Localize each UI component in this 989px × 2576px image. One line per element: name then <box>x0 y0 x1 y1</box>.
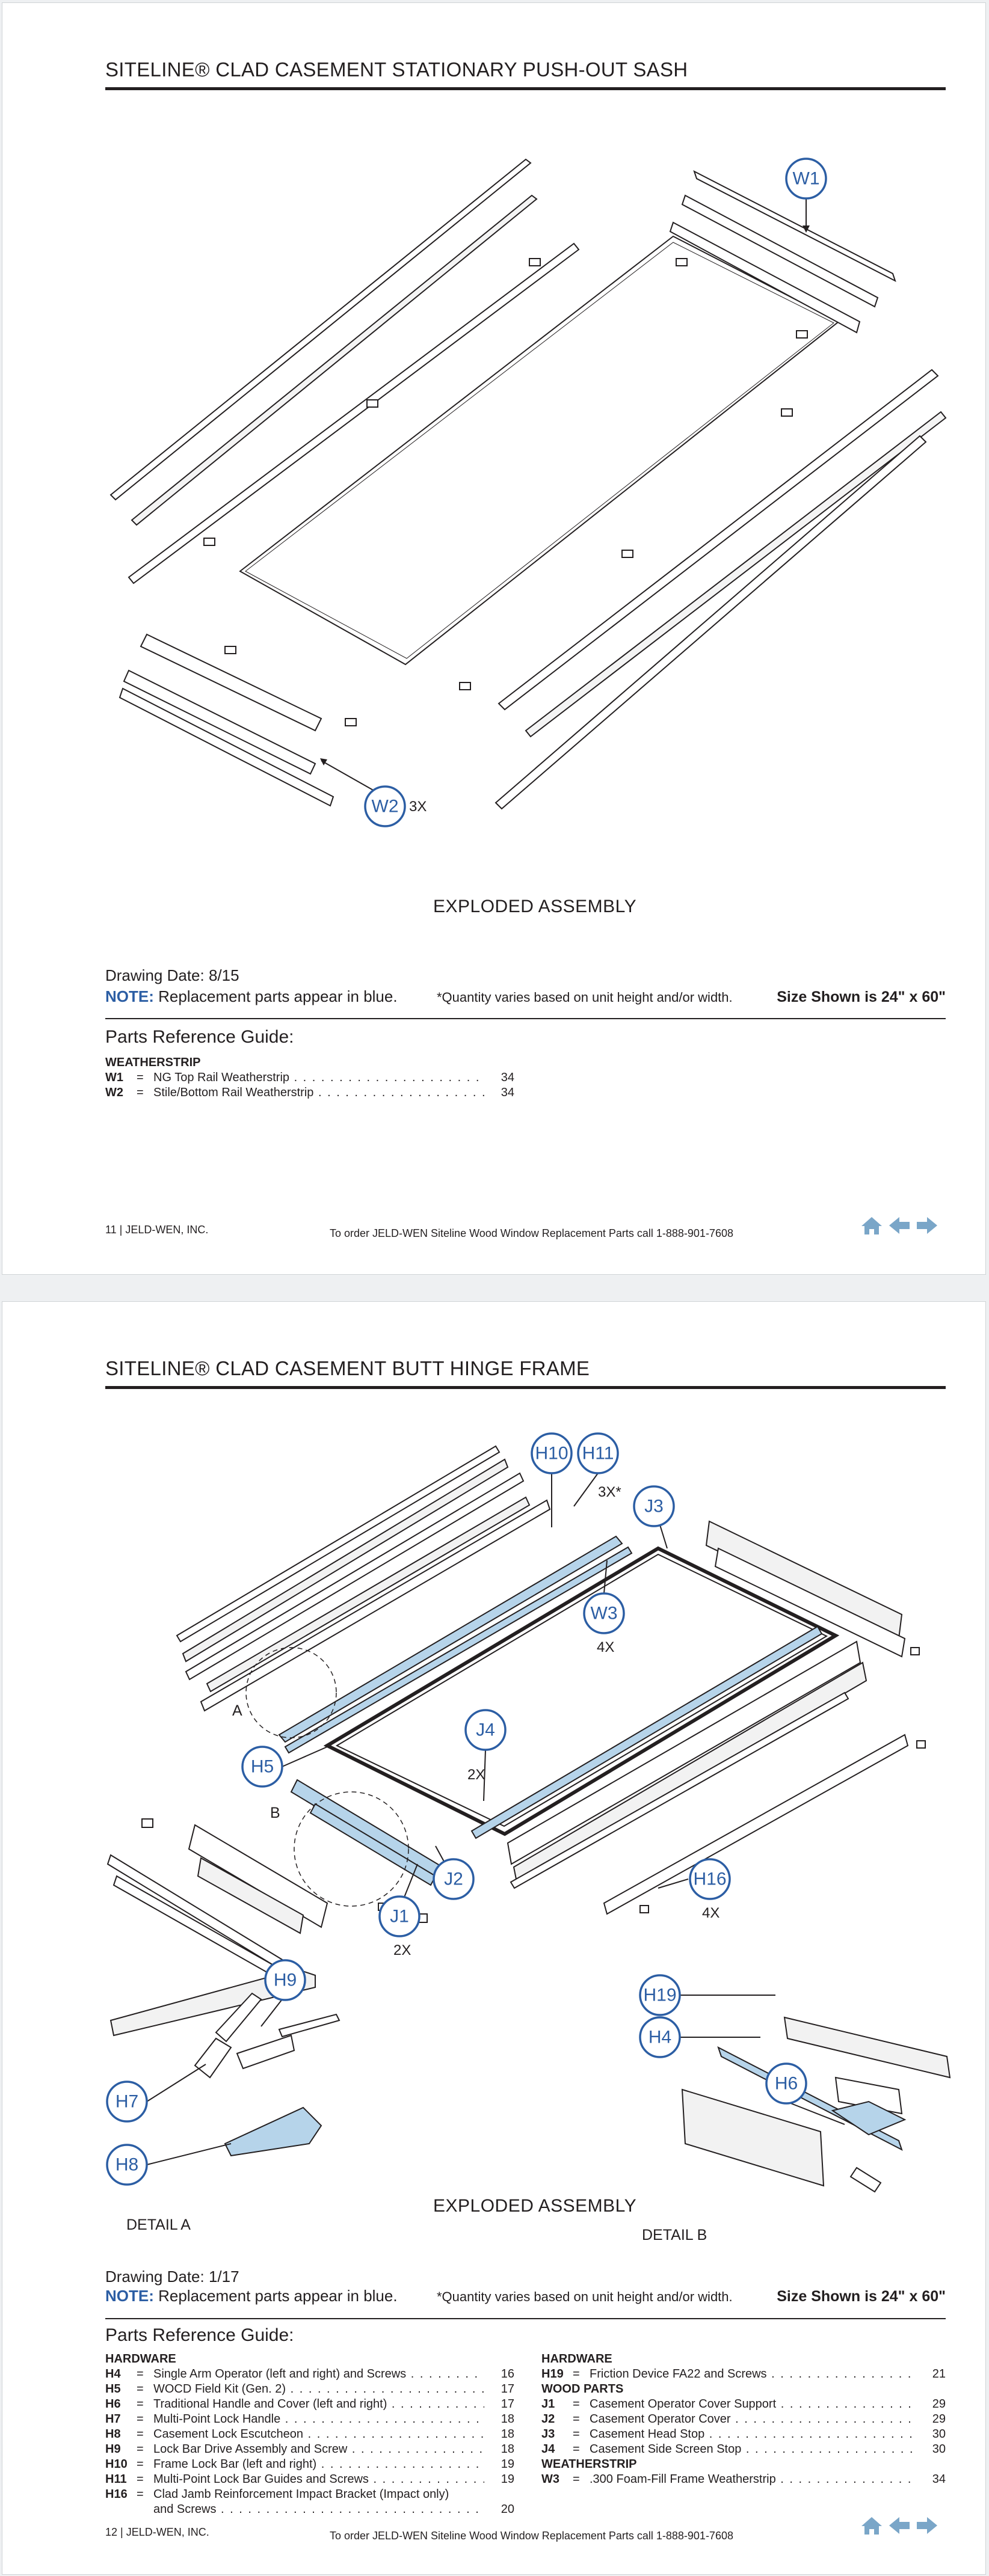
callout-h11-qty: 3X* <box>598 1484 621 1500</box>
category-heading: WOOD PARTS <box>541 2382 624 2396</box>
part-eq: = <box>573 2397 580 2411</box>
drawing-date: Drawing Date: 1/17 <box>105 2268 239 2286</box>
part-eq: = <box>137 2382 144 2396</box>
parts-list <box>105 1055 514 1100</box>
part-eq: = <box>137 2488 144 2501</box>
part-row <box>105 2427 514 2442</box>
part-code: H19 <box>541 2367 564 2381</box>
page-navigation <box>860 1215 938 1236</box>
part-name: Multi-Point Lock Bar Guides and Screws . . . <box>153 2472 484 2487</box>
part-row <box>541 2397 946 2412</box>
part-eq: = <box>137 2443 144 2456</box>
callout-h7-label: H7 <box>115 2091 139 2112</box>
callout-w2-qty: 3X <box>409 799 427 815</box>
size-shown: Size Shown is 24" x 60" <box>777 2288 946 2305</box>
size-shown: Size Shown is 24" x 60" <box>777 989 946 1005</box>
part-page: 19 <box>501 2473 514 2486</box>
callout-h16-label: H16 <box>693 1869 727 1889</box>
callout-h4-label: H4 <box>648 2027 672 2047</box>
part-name-continued: and Screws . . . <box>153 2502 484 2517</box>
part-name: Traditional Handle and Cover (left and right) . . . <box>153 2397 484 2412</box>
part-name: Casement Lock Escutcheon . . . <box>153 2427 484 2442</box>
category-heading: WEATHERSTRIP <box>541 2458 637 2471</box>
section-rule <box>105 1018 946 1019</box>
detail-a-label: DETAIL A <box>126 2216 191 2233</box>
page-title: SITELINE® CLAD CASEMENT STATIONARY PUSH-OUT SASH <box>105 58 688 81</box>
home-icon <box>861 2516 883 2535</box>
part-name: WOCD Field Kit (Gen. 2) . . . <box>153 2382 484 2397</box>
part-row <box>105 2457 514 2472</box>
arrow-right-icon <box>916 1216 938 1235</box>
part-name: Friction Device FA22 and Screws . . . <box>590 2367 916 2382</box>
part-name: .300 Foam-Fill Frame Weatherstrip . . . <box>590 2472 916 2487</box>
part-code: H5 <box>105 2382 121 2396</box>
page-12 <box>2 1301 986 2575</box>
bottom-rail <box>120 688 333 806</box>
part-row <box>105 2472 514 2487</box>
part-eq: = <box>137 2412 144 2426</box>
category-heading: HARDWARE <box>541 2352 612 2366</box>
part-eq: = <box>137 2367 144 2381</box>
part-page: 29 <box>932 2412 946 2426</box>
part-code: J3 <box>541 2427 555 2441</box>
part-page: 34 <box>501 1086 514 1099</box>
parts-list-left <box>105 2352 514 2517</box>
part-page: 34 <box>932 2473 946 2486</box>
part-row <box>541 2367 946 2382</box>
part-eq: = <box>137 1086 144 1099</box>
part-eq: = <box>573 2443 580 2456</box>
callout-j4-label: J4 <box>476 1720 495 1740</box>
part-row <box>105 2382 514 2397</box>
callout-h10-label: H10 <box>535 1443 568 1464</box>
part-code: H7 <box>105 2412 121 2426</box>
footer-order-info: To order JELD-WEN Siteline Wood Window Replacement Parts call 1-888-901-7608 <box>330 1227 733 1239</box>
callout-w3-label: W3 <box>590 1603 618 1624</box>
parts-reference-title: Parts Reference Guide: <box>105 1027 294 1047</box>
escutcheon-blue <box>225 2108 321 2156</box>
part-row <box>541 2427 946 2442</box>
detail-a-marker: A <box>232 1702 242 1719</box>
part-name: Single Arm Operator (left and right) and Screws . . . <box>153 2367 484 2382</box>
next-page-button[interactable] <box>916 1215 938 1236</box>
callout-h8-label: H8 <box>115 2154 139 2175</box>
previous-page-button[interactable] <box>888 1215 911 1236</box>
quantity-note: *Quantity varies based on unit height and/or width. <box>437 990 733 1005</box>
part-name: NG Top Rail Weatherstrip . . . <box>153 1070 484 1085</box>
part-row <box>541 2472 946 2487</box>
part-eq: = <box>573 2412 580 2426</box>
callout-w3-qty: 4X <box>597 1639 615 1655</box>
bottom-rail-weatherstrip <box>124 670 315 774</box>
part-eq: = <box>573 2367 580 2381</box>
part-eq: = <box>137 2473 144 2486</box>
callout-h6-label: H6 <box>774 2073 798 2094</box>
exploded-assembly-label: EXPLODED ASSEMBLY <box>433 2196 637 2216</box>
note-line <box>105 987 398 1006</box>
part-row <box>105 2442 514 2457</box>
part-name: Frame Lock Bar (left and right) . . . <box>153 2457 484 2472</box>
part-eq: = <box>137 2458 144 2471</box>
glass-panel <box>240 236 839 664</box>
part-row <box>541 2442 946 2457</box>
part-row <box>105 1070 514 1085</box>
part-code: J1 <box>541 2397 555 2411</box>
part-name: Clad Jamb Reinforcement Impact Bracket (Impact only) <box>153 2488 449 2501</box>
exploded-assembly-label: EXPLODED ASSEMBLY <box>433 897 637 916</box>
part-page: 19 <box>501 2458 514 2471</box>
part-eq: = <box>137 2397 144 2411</box>
callout-j1-label: J1 <box>390 1906 409 1927</box>
parts-list-right <box>541 2352 946 2487</box>
part-page: 34 <box>501 1071 514 1084</box>
part-page: 18 <box>501 2427 514 2441</box>
part-code: H6 <box>105 2397 121 2411</box>
detail-b-label: DETAIL B <box>642 2227 707 2240</box>
part-name: Casement Operator Cover . . . <box>590 2412 916 2427</box>
exploded-assembly-drawing <box>2 3 987 881</box>
callout-j2-label: J2 <box>444 1869 463 1889</box>
part-name: Lock Bar Drive Assembly and Screw . . . <box>153 2442 484 2457</box>
callout-h11-label: H11 <box>582 1443 614 1464</box>
part-eq: = <box>573 2427 580 2441</box>
footer-order-info: To order JELD-WEN Siteline Wood Window Replacement Parts call 1-888-901-7608 <box>330 2530 733 2542</box>
part-page: 18 <box>501 2412 514 2426</box>
part-page: 29 <box>932 2397 946 2411</box>
callout-w2-label: W2 <box>371 796 399 817</box>
home-icon <box>861 1216 883 1235</box>
part-eq: = <box>137 2427 144 2441</box>
callout-j3-label: J3 <box>644 1496 664 1516</box>
part-name: Casement Head Stop . . . <box>590 2427 916 2442</box>
part-code: W3 <box>541 2473 559 2486</box>
part-code: W1 <box>105 1071 123 1084</box>
category-heading: HARDWARE <box>105 2352 176 2366</box>
parts-reference-title: Parts Reference Guide: <box>105 2325 294 2345</box>
page-11 <box>2 2 986 1275</box>
part-row <box>105 2487 514 2502</box>
note-text: Replacement parts appear in blue. <box>153 2287 398 2305</box>
part-code: H8 <box>105 2427 121 2441</box>
callout-h16-qty: 4X <box>702 1905 720 1921</box>
part-code: J4 <box>541 2443 555 2456</box>
arrow-right-icon <box>916 2516 938 2535</box>
note-line <box>105 2287 398 2305</box>
part-code: H4 <box>105 2367 121 2381</box>
part-code: H10 <box>105 2458 128 2471</box>
callout-j4-qty: 2X <box>467 1767 485 1783</box>
category-heading: WEATHERSTRIP <box>105 1056 201 1069</box>
note-label: NOTE: <box>105 2287 154 2305</box>
footer-page-number: 11 | JELD-WEN, INC. <box>105 1224 209 1236</box>
part-page: 21 <box>932 2367 946 2381</box>
part-eq: = <box>573 2473 580 2486</box>
part-code: H9 <box>105 2443 121 2456</box>
exploded-assembly-drawing <box>2 1302 987 2240</box>
arrow-left-icon <box>889 1216 910 1235</box>
footer-page-number: 12 | JELD-WEN, INC. <box>105 2526 209 2538</box>
callout-h19-label: H19 <box>643 1985 677 2005</box>
detail-b-marker: B <box>270 1805 280 1821</box>
previous-page-button[interactable] <box>888 2515 911 2536</box>
part-row <box>105 2397 514 2412</box>
note-label: NOTE: <box>105 987 154 1005</box>
callout-w1-label: W1 <box>792 168 820 189</box>
part-code: W2 <box>105 1086 123 1099</box>
part-row <box>105 2412 514 2427</box>
part-page: 30 <box>932 2443 946 2456</box>
section-rule <box>105 2318 946 2319</box>
part-page: 16 <box>501 2367 514 2381</box>
callout-h9-label: H9 <box>273 1970 297 1990</box>
note-text: Replacement parts appear in blue. <box>153 987 398 1005</box>
part-page: 30 <box>932 2427 946 2441</box>
part-page: 20 <box>501 2503 514 2516</box>
drawing-date: Drawing Date: 8/15 <box>105 966 239 984</box>
part-eq: = <box>137 1071 144 1084</box>
part-name: Multi-Point Lock Handle . . . <box>153 2412 484 2427</box>
part-code: H11 <box>105 2473 127 2486</box>
callout-h5-label: H5 <box>250 1756 274 1777</box>
part-page: 17 <box>501 2382 514 2396</box>
part-name: Stile/Bottom Rail Weatherstrip . . . <box>153 1085 484 1100</box>
part-row <box>541 2412 946 2427</box>
callout-j1-qty: 2X <box>393 1942 411 1958</box>
page-title: SITELINE® CLAD CASEMENT BUTT HINGE FRAME <box>105 1357 590 1379</box>
part-code: J2 <box>541 2412 555 2426</box>
multi-point-lock-handle <box>195 2038 231 2078</box>
part-name: Casement Operator Cover Support . . . <box>590 2397 916 2412</box>
part-code: H16 <box>105 2488 128 2501</box>
part-row <box>105 1085 514 1100</box>
part-row <box>105 2367 514 2382</box>
next-page-button[interactable] <box>916 2515 938 2536</box>
part-name: Casement Side Screen Stop . . . <box>590 2442 916 2457</box>
part-page: 18 <box>501 2443 514 2456</box>
part-row-continued <box>105 2502 514 2517</box>
home-button[interactable] <box>860 1215 883 1236</box>
quantity-note: *Quantity varies based on unit height and/or width. <box>437 2289 733 2304</box>
part-page: 17 <box>501 2397 514 2411</box>
page-navigation <box>860 2515 938 2536</box>
home-button[interactable] <box>860 2515 883 2536</box>
arrow-left-icon <box>889 2516 910 2535</box>
